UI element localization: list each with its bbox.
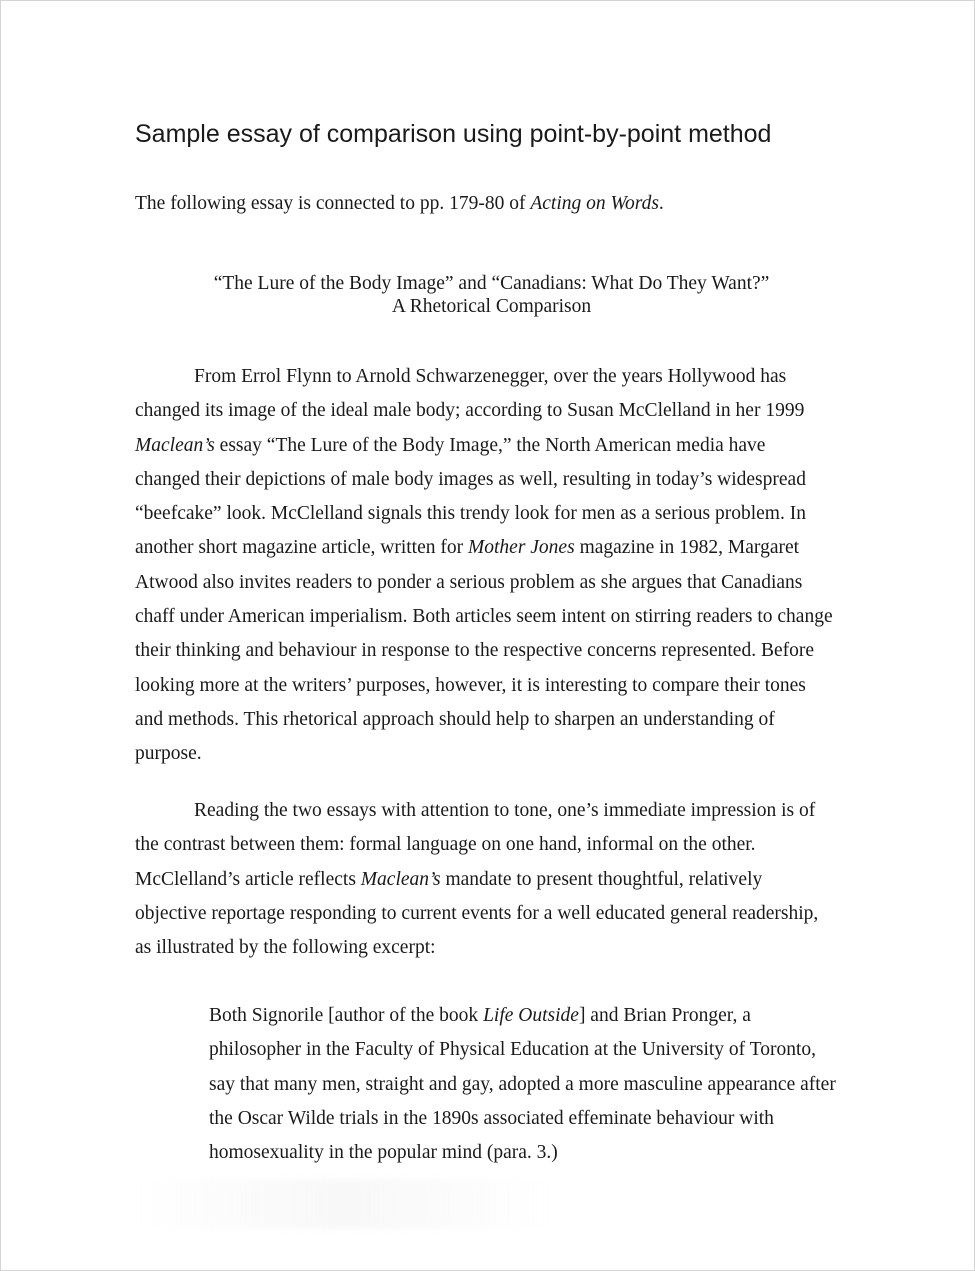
intro-text: The following essay is connected to pp. 179-80 of <box>135 193 531 214</box>
paragraph-line: purpose. <box>135 743 202 765</box>
paragraph-text: magazine in 1982, Margaret <box>574 537 800 559</box>
magazine-title: Mother Jones <box>468 537 575 559</box>
magazine-title: Maclean’s <box>135 434 215 456</box>
paragraph-text: McClelland’s article reflects <box>135 868 361 890</box>
paragraph-line: and methods. This rhetorical approach should help to sharpen an understanding of <box>135 708 775 730</box>
paragraph-text: essay “The Lure of the Body Image,” the North American media have <box>214 434 766 456</box>
quote-line: the Oscar Wilde trials in the 1890s associated effeminate behaviour with <box>209 1107 774 1129</box>
magazine-title: Maclean’s <box>360 868 441 890</box>
paragraph-line: the contrast between them: formal language on one hand, informal on the other. <box>135 834 756 856</box>
quote-line <box>209 999 859 1033</box>
paragraph-line: “beefcake” look. McClelland signals this trendy look for men as a serious problem. In <box>135 503 806 525</box>
quote-line: philosopher in the Faculty of Physical Education at the University of Toronto, <box>209 1039 817 1061</box>
essay-title-line-1: “The Lure of the Body Image” and “Canadians: What Do They Want?” <box>213 273 770 294</box>
paragraph-2 <box>135 794 855 965</box>
quote-line: homosexuality in the popular mind (para. 3.) <box>209 1142 558 1164</box>
paragraph-line: changed their depictions of male body images as well, resulting in today’s widespread <box>135 468 806 490</box>
paragraph-line: their thinking and behaviour in response to the respective concerns represented. Before <box>135 640 815 662</box>
paragraph-line: objective reportage responding to current events for a well educated general readership, <box>135 902 819 924</box>
paragraph-text: another short magazine article, written for <box>135 537 468 559</box>
paragraph-line: From Errol Flynn to Arnold Schwarzenegger, over the years Hollywood has <box>194 366 787 387</box>
paragraph-line: looking more at the writers’ purposes, however, it is interesting to compare their tones <box>135 674 806 696</box>
essay-title <box>135 272 848 318</box>
paragraph-text: mandate to present thoughtful, relatively <box>440 868 763 890</box>
block-quote <box>209 999 859 1170</box>
paragraph-line: Reading the two essays with attention to tone, one’s immediate impression is of <box>194 800 816 821</box>
paragraph-line: changed its image of the ideal male body; according to Susan McClelland in her 1999 <box>135 400 805 422</box>
intro-period: . <box>658 193 664 214</box>
book-title: Life Outside <box>483 1005 579 1026</box>
paragraph-line: as illustrated by the following excerpt: <box>135 937 436 959</box>
paragraph-line <box>135 531 855 565</box>
paragraph-line: chaff under American imperialism. Both articles seem intent on stirring readers to change <box>135 606 833 628</box>
paragraph-line <box>135 429 855 463</box>
page-title: Sample essay of comparison using point-by-point method <box>135 120 772 148</box>
quote-text: ] and Brian Pronger, a <box>578 1005 751 1026</box>
scan-artifact <box>135 1179 555 1229</box>
paragraph-line <box>135 863 855 897</box>
paragraph-1 <box>135 360 855 772</box>
essay-title-line-2: A Rhetorical Comparison <box>391 296 592 317</box>
quote-line: say that many men, straight and gay, adopted a more masculine appearance after <box>209 1073 836 1095</box>
intro-book-title: Acting on Words <box>530 193 659 214</box>
paragraph-line: Atwood also invites readers to ponder a serious problem as she argues that Canadians <box>135 571 803 593</box>
quote-text: Both Signorile [author of the book <box>209 1005 484 1026</box>
intro-line <box>135 193 664 215</box>
